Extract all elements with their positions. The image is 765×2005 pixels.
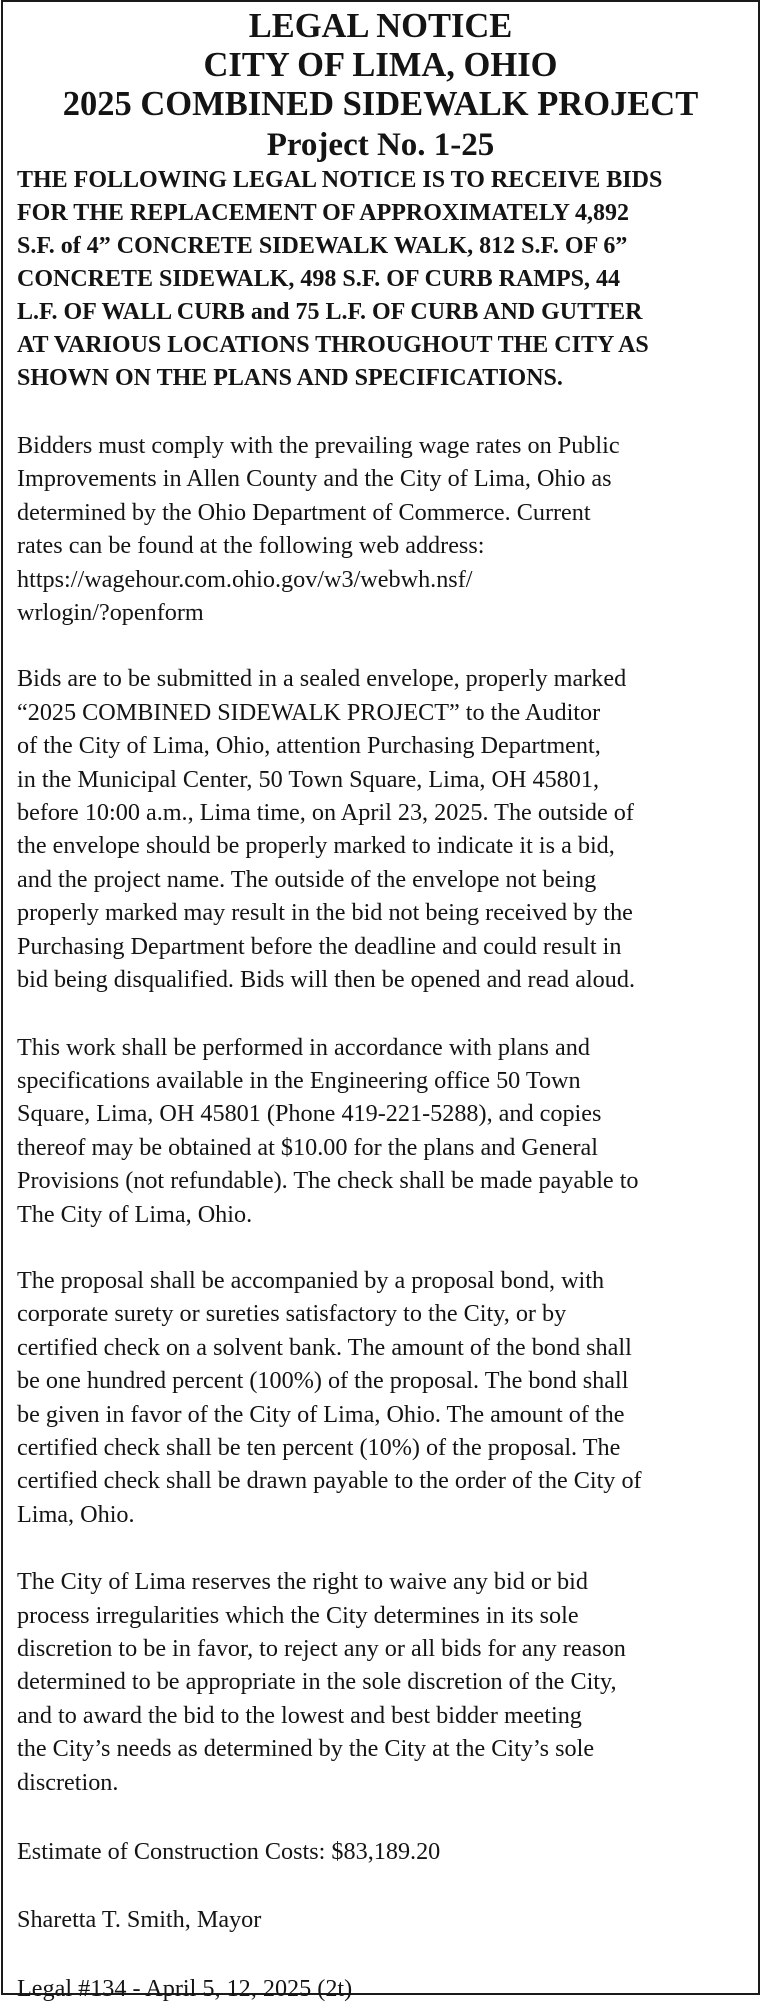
text-line: FOR THE REPLACEMENT OF APPROXIMATELY 4,892 — [17, 200, 630, 226]
text-line: THE FOLLOWING LEGAL NOTICE IS TO RECEIVE BIDS — [17, 167, 663, 193]
text-line: discretion to be in favor, to reject any or all bids for any reason — [17, 1635, 626, 1662]
project-number: Project No. 1-25 — [266, 127, 495, 163]
wage-url-line: wrlogin/?openform — [17, 599, 204, 627]
text-line: CONCRETE SIDEWALK, 498 S.F. OF CURB RAMPS, 44 — [17, 266, 620, 292]
rights-paragraph — [17, 1565, 750, 1799]
text-line: and the project name. The outside of the envelope not being — [17, 865, 597, 893]
text-line: L.F. OF WALL CURB and 75 L.F. OF CURB AND GUTTER — [17, 299, 643, 325]
text-line: SHOWN ON THE PLANS AND SPECIFICATIONS. — [17, 365, 563, 391]
text-line: be given in favor of the City of Lima, Ohio. The amount of the — [17, 1400, 625, 1428]
notice-title: LEGAL NOTICE — [248, 7, 513, 45]
text-line: Improvements in Allen County and the City of Lima, Ohio as — [17, 465, 612, 493]
project-title: 2025 COMBINED SIDEWALK PROJECT — [62, 85, 699, 123]
cost-estimate: Estimate of Construction Costs: $83,189.20 — [17, 1838, 441, 1866]
text-line: process irregularities which the City determines in its sole — [17, 1601, 579, 1629]
mayor-signature: Sharetta T. Smith, Mayor — [17, 1906, 262, 1934]
text-line: be one hundred percent (100%) of the proposal. The bond shall — [17, 1367, 629, 1395]
submission-paragraph — [17, 662, 750, 996]
text-line: Bids are to be submitted in a sealed envelope, properly marked — [17, 665, 627, 693]
text-line: Bidders must comply with the prevailing wage rates on Public — [17, 432, 620, 459]
text-line: Lima, Ohio. — [17, 1500, 135, 1528]
text-line: The City of Lima reserves the right to waive any bid or bid — [17, 1568, 588, 1596]
text-line: determined to be appropriate in the sole discretion of the City, — [17, 1668, 617, 1696]
text-line: and to award the bid to the lowest and best bidder meeting — [17, 1701, 582, 1729]
text-line: The proposal shall be accompanied by a proposal bond, with — [17, 1266, 605, 1294]
legal-notice — [1, 0, 760, 2002]
text-line: certified check shall be ten percent (10%) of the proposal. The — [17, 1433, 621, 1461]
bond-paragraph — [17, 1264, 750, 1531]
text-line: the envelope should be properly marked to indicate it is a bid, — [17, 832, 615, 860]
text-line: certified check shall be drawn payable to the order of the City of — [17, 1467, 642, 1495]
legal-reference: Legal #134 - April 5, 12, 2025 (2t) — [17, 1974, 353, 2002]
text-line: specifications available in the Engineering office 50 Town — [17, 1066, 581, 1094]
text-line: thereof may be obtained at $10.00 for the plans and General — [17, 1133, 598, 1161]
intro-paragraph — [17, 164, 748, 395]
text-line: bid being disqualified. Bids will then be opened and read aloud. — [17, 966, 635, 994]
text-line: discretion. — [17, 1768, 119, 1796]
text-line: Provisions (not refundable). The check shall be made payable to — [17, 1167, 639, 1195]
text-line: Purchasing Department before the deadline and could result in — [17, 932, 622, 960]
text-line: rates can be found at the following web address: — [17, 532, 485, 560]
text-line: “2025 COMBINED SIDEWALK PROJECT” to the Auditor — [17, 698, 601, 726]
text-line: AT VARIOUS LOCATIONS THROUGHOUT THE CITY AS — [17, 332, 649, 358]
text-line: Square, Lima, OH 45801 (Phone 419-221-5288), and copies — [17, 1100, 602, 1128]
plans-paragraph — [17, 1031, 750, 1231]
text-line: corporate surety or sureties satisfactory to the City, or by — [17, 1300, 567, 1328]
text-line: determined by the Ohio Department of Commerce. Current — [17, 498, 591, 526]
text-line: in the Municipal Center, 50 Town Square, Lima, OH 45801, — [17, 765, 599, 793]
city-title: CITY OF LIMA, OHIO — [203, 46, 558, 84]
text-line: The City of Lima, Ohio. — [17, 1200, 253, 1228]
wage-url-line: https://wagehour.com.ohio.gov/w3/webwh.nsf/ — [17, 565, 473, 593]
text-line: before 10:00 a.m., Lima time, on April 23, 2025. The outside of — [17, 799, 634, 827]
text-line: properly marked may result in the bid not being received by the — [17, 899, 633, 927]
text-line: This work shall be performed in accordance with plans and — [17, 1033, 590, 1061]
text-line: S.F. of 4” CONCRETE SIDEWALK WALK, 812 S.F. OF 6” — [17, 233, 628, 259]
text-line: of the City of Lima, Ohio, attention Purchasing Department, — [17, 732, 601, 760]
text-line: certified check on a solvent bank. The amount of the bond shall — [17, 1333, 632, 1361]
wage-paragraph — [17, 429, 750, 629]
text-line: the City’s needs as determined by the City at the City’s sole — [17, 1735, 595, 1763]
